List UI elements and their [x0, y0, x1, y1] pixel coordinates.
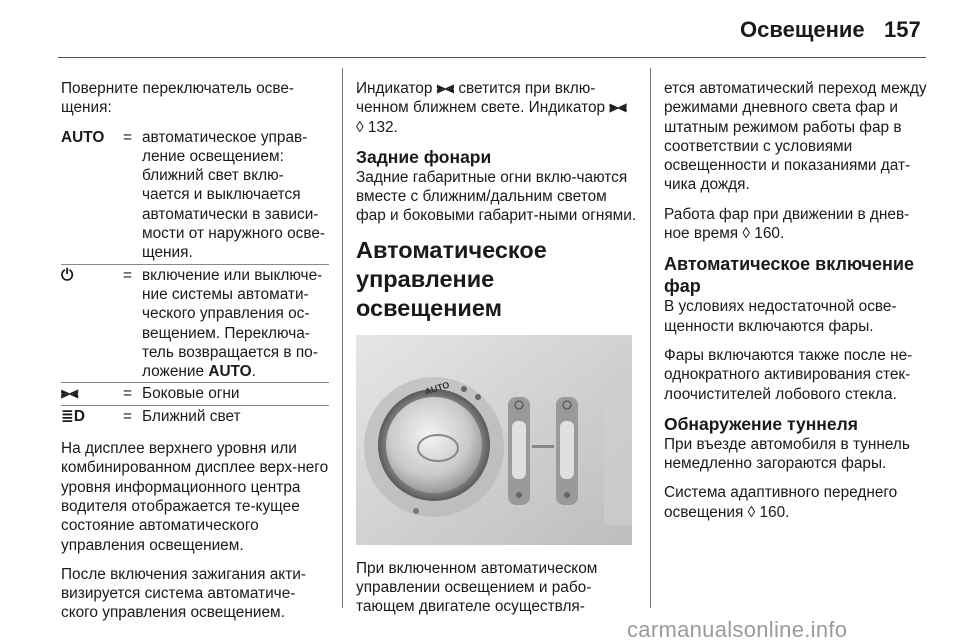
- display-paragraph: На дисплее верхнего уровня или комбинированном дисплее верх-него уровня информационного центра водителя отображается те-кущее состояние автоматического управления освещением.: [61, 440, 329, 554]
- caption-paragraph: При включенном автоматическом управлении освещением и рабо-тающем двигателе осуществля-: [356, 559, 598, 616]
- heading-auto-headlights: Автоматическое включение фар: [664, 254, 914, 297]
- definition-key: AUTO: [61, 127, 123, 265]
- definition-value: Ближний свет: [142, 407, 241, 425]
- tunnel-paragraph: При въезде автомобиля в туннель немедленно загораются фары.: [664, 435, 910, 473]
- column-3: [664, 79, 934, 532]
- definition-text-end: .: [251, 363, 256, 381]
- definition-value: [142, 264, 329, 383]
- wiper-paragraph: Фары включаются также после не-однократного активирования стек-лоочистителей лобового стекла.: [664, 346, 913, 403]
- side-lights-icon: ⫸⫷: [436, 80, 455, 97]
- column-divider-1: [342, 68, 343, 608]
- definition-text: включение или выключе-ние системы автомати-ческого управления ос-вещением. Переключа-тель возвращается в по-ложение: [142, 266, 323, 381]
- adaptive-paragraph: Система адаптивного переднего освещения ◊ 160.: [664, 484, 898, 521]
- light-switch-photo: [356, 335, 632, 545]
- definition-eq: =: [123, 127, 142, 265]
- light-switch-illustration: [356, 335, 632, 545]
- indicator-text: Индикатор: [356, 80, 437, 97]
- definition-row-auto: [61, 127, 329, 265]
- column-divider-2: [650, 68, 651, 608]
- definition-value: автоматическое управ-ление освещением: ближний свет вклю-чается и выключается автоматически в зависи-мости от наружного осве-щения.: [142, 127, 329, 265]
- heading-auto-lighting: Автоматическое управление освещением: [356, 236, 547, 321]
- low-light-paragraph: В условиях недостаточной осве-щенности включаются фары.: [664, 298, 897, 335]
- auto-label: AUTO: [423, 379, 451, 397]
- page-number: 157: [884, 17, 921, 42]
- page-title: Освещение: [740, 17, 865, 42]
- intro-paragraph: Поверните переключатель осве-щения:: [61, 80, 295, 117]
- page-reference: ◊ 132.: [356, 118, 398, 136]
- column-1: [61, 79, 329, 633]
- indicator-paragraph: [356, 79, 638, 137]
- column-2: [356, 79, 638, 627]
- header-rule: [58, 57, 926, 58]
- side-lights-icon: ⫸⫷: [609, 99, 627, 117]
- definition-row-power: [61, 264, 329, 383]
- definition-eq: =: [123, 264, 142, 383]
- watermark: carmanualsonline.info: [627, 617, 848, 642]
- definition-row-low-beam: [61, 405, 329, 427]
- daytime-paragraph: Работа фар при движении в днев-ное время ◊ 160.: [664, 205, 910, 243]
- low-beam-icon: ≣D: [61, 407, 86, 425]
- definition-table: [61, 127, 329, 427]
- heading-rear-lights: Задние фонари: [356, 146, 492, 167]
- daylight-paragraph: ется автоматический переход между режимами дневного света фар и штатным режимом работы фар в соответствии с условиями освещенности и показаниями дат-чика дождя.: [664, 80, 927, 194]
- rear-lights-paragraph: Задние габаритные огни вклю-чаются вместе с ближним/дальним светом фар и боковыми габарит-ными огнями.: [356, 168, 637, 225]
- ignition-paragraph: После включения зажигания акти-визируется система автоматиче-ского управления освещением.: [61, 565, 306, 622]
- side-lights-icon: ⫸⫷: [61, 383, 123, 405]
- definition-eq: =: [123, 383, 142, 405]
- power-icon: ⏻: [61, 264, 123, 383]
- definition-row-side-lights: [61, 383, 329, 405]
- auto-symbol: AUTO: [208, 363, 252, 381]
- definition-eq: =: [123, 407, 132, 425]
- heading-tunnel: Обнаружение туннеля: [664, 413, 858, 434]
- indicator-text: светится при вклю-ченном ближнем свете. Индикатор: [356, 80, 610, 117]
- definition-value: Боковые огни: [142, 383, 329, 405]
